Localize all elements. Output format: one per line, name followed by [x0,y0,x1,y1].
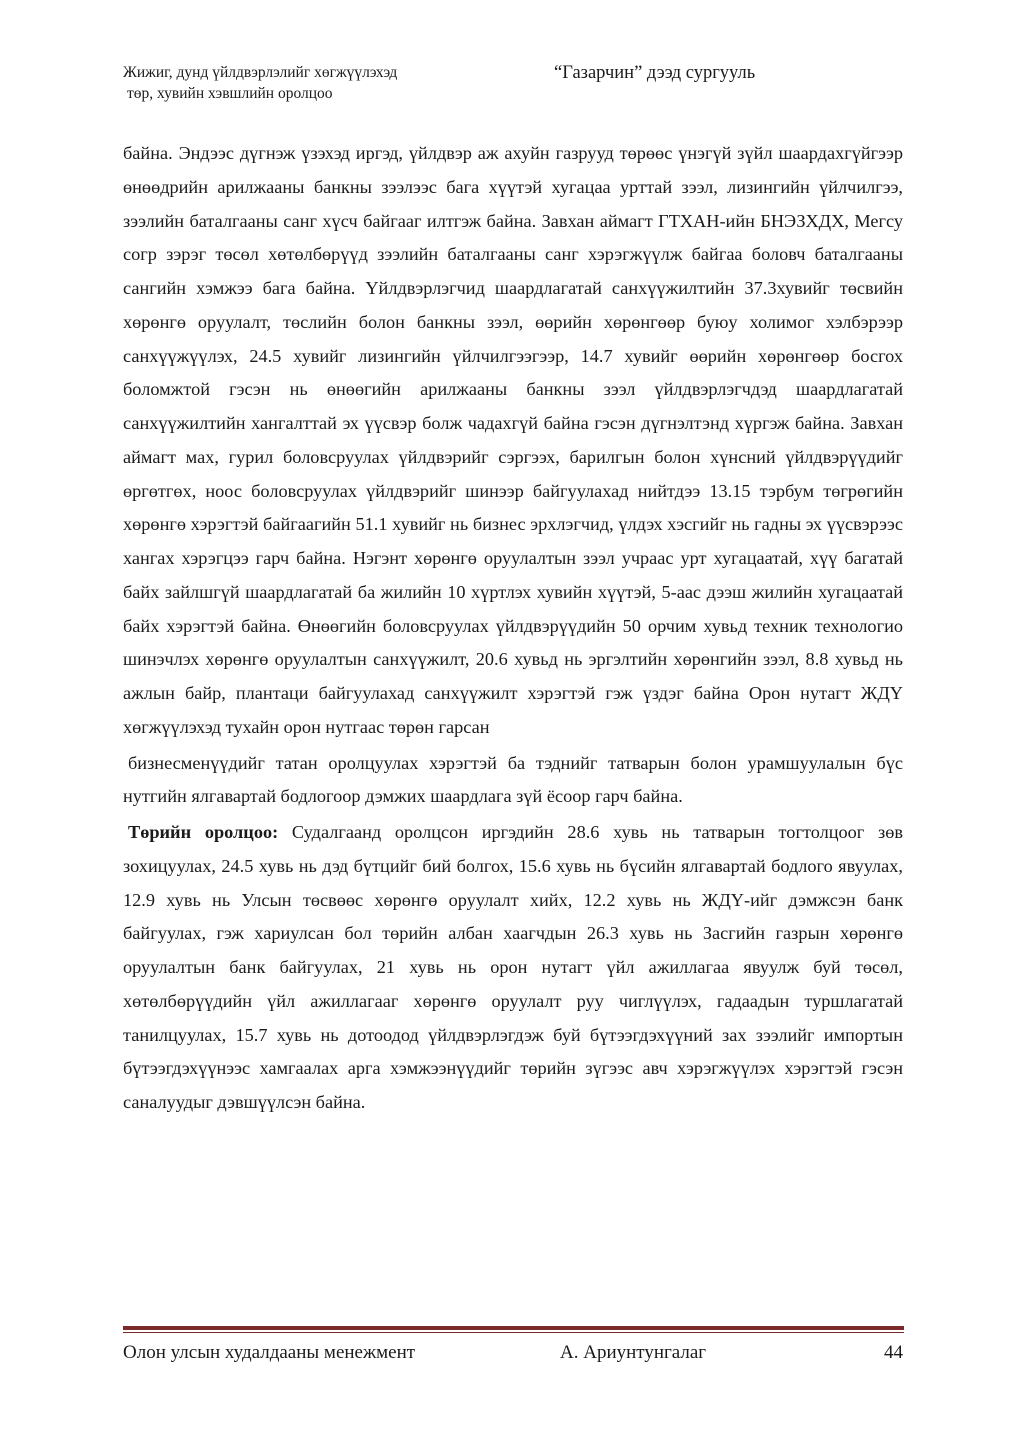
footer-author: А. Ариунтунгалаг [560,1342,707,1363]
body-paragraph-3 [123,816,903,1120]
header-course-title [123,62,397,104]
page-footer [123,1340,903,1368]
body-paragraph-2-text: бизнесменүүдийг татан оролцуулах хэрэгтэй ба тэднийг татварын болон урамшуулалын бүс нутгийн ялгавартай бодлогоор дэмжих шаардлага зүй ёсоор гарч байна. [123,752,903,807]
body-paragraph-2 [123,747,903,815]
footer-divider-thick [123,1326,904,1330]
page-number: 44 [884,1342,903,1363]
page-body [123,137,903,1120]
footer-subject: Олон улсын худалдааны менежмент [123,1342,416,1363]
header-institution: “Газарчин” дээд сургууль [554,63,756,83]
body-paragraph-3-text: Судалгаанд оролцсон иргэдийн 28.6 хувь нь татварын тогтолцоог зөв зохицуулах, 24.5 хувь нь дэд бүтцийг бий болгох, 15.6 хувь нь бүсийн ялгавартай бодлого явуулах, 12.9 хувь нь Улсын төсвөөс хөрөнгө оруулалт хийх, 12.2 хувь нь ЖДҮ-ийг дэмжсэн банк байгуулах, гэж хариулсан бол төрийн албан хаагчдын 26.3 хувь нь Засгийн газрын хөрөнгө оруулалтын банк байгуулах, 21 хувь нь орон нутагт үйл ажиллагаа явуулж буй төсөл, хөтөлбөрүүдийн үйл ажиллагааг хөрөнгө оруулалт руу чиглүүлэх, гадаадын туршлагатай танилцуулах, 15.7 хувь нь дотоодод үйлдвэрлэгдэж буй бүтээгдэхүүний зах зээлийг импортын бүтээгдэхүүнээс хамгаалах арга хэмжээнүүдийг төрийн зүгээс авч хэрэгжүүлэх хэрэгтэй гэсэн саналуудыг дэвшүүлсэн байна. [123,822,903,1112]
footer-divider-thin [123,1332,904,1333]
section-lead-heading: Төрийн оролцоо: [128,822,279,842]
body-paragraph-1: байна. Эндээс дүгнэж үзэхэд иргэд, үйлдвэр аж ахуйн газрууд төрөөс үнэгүй зүйл шаардахгүйгээр өнөөдрийн арилжааны банкны зээлээс бага хүүтэй хугацаа урттай зээл, лизингийн үйлчилгээ, зээлийн баталгааны санг хүсч байгааг илтгэж байна. Завхан аймагт ГТХАН-ийн БНЭЗХДХ, Мегсу согр зэрэг төсөл хөтөлбөрүүд зээлийн баталгааны санг хэрэгжүүлж байгаа боловч баталгааны сангийн хэмжээ бага байна. Үйлдвэрлэгчид шаардлагатай санхүүжилтийн 37.3хувийг төсвийн хөрөнгө оруулалт, төслийн болон банкны зээл, өөрийн хөрөнгөөр буюу холимог хэлбэрээр санхүүжүүлэх, 24.5 хувийг лизингийн үйлчилгээгээр, 14.7 хувийг өөрийн хөрөнгөөр босгох боломжтой гэсэн нь өнөөгийн арилжааны банкны зээл үйлдвэрлэгчдэд шаардлагатай санхүүжилтийн хангалттай эх үүсвэр болж чадахгүй байна гэсэн дүгнэлтэнд хүргэж байна. Завхан аймагт мах, гурил боловсруулах үйлдвэрийг сэргээх, барилгын болон хүнсний үйлдвэрүүдийг өргөтгөх, ноос боловсруулах үйлдвэрийг шинээр байгуулахад нийтдээ 13.15 тэрбум төгрөгийн хөрөнгө хэрэгтэй байгаагийн 51.1 хувийг нь бизнес эрхлэгчид, үлдэх хэсгийг нь гадны эх үүсвэрээс хангах хэрэгцээ гарч байна. Нэгэнт хөрөнгө оруулалтын зээл учраас урт хугацаатай, хүү багатай байх зайлшгүй шаардлагатай ба жилийн 10 хүртлэх хувийн хүүтэй, 5-аас дээш жилийн хугацаатай байх хэрэгтэй байна. Өнөөгийн боловсруулах үйлдвэрүүдийн 50 орчим хувьд техник технологио шинэчлэх хөрөнгө оруулалтын санхүүжилт, 20.6 хувьд нь эргэлтийн хөрөнгийн зээл, 8.8 хувьд нь ажлын байр, плантаци байгуулахад санхүүжилт хэрэгтэй гэж үздэг байна Орон нутагт ЖДҮ хөгжүүлэхэд тухайн орон нутгаас төрөн гарсан [123,143,903,737]
header-title-line-2: төр, хувийн хэвшлийн оролцоо [127,85,333,102]
footer-divider [123,1326,904,1333]
header-title-line-1: Жижиг, дунд үйлдвэрлэлийг хөгжүүлэхэд [123,64,398,81]
page-header [123,62,903,114]
